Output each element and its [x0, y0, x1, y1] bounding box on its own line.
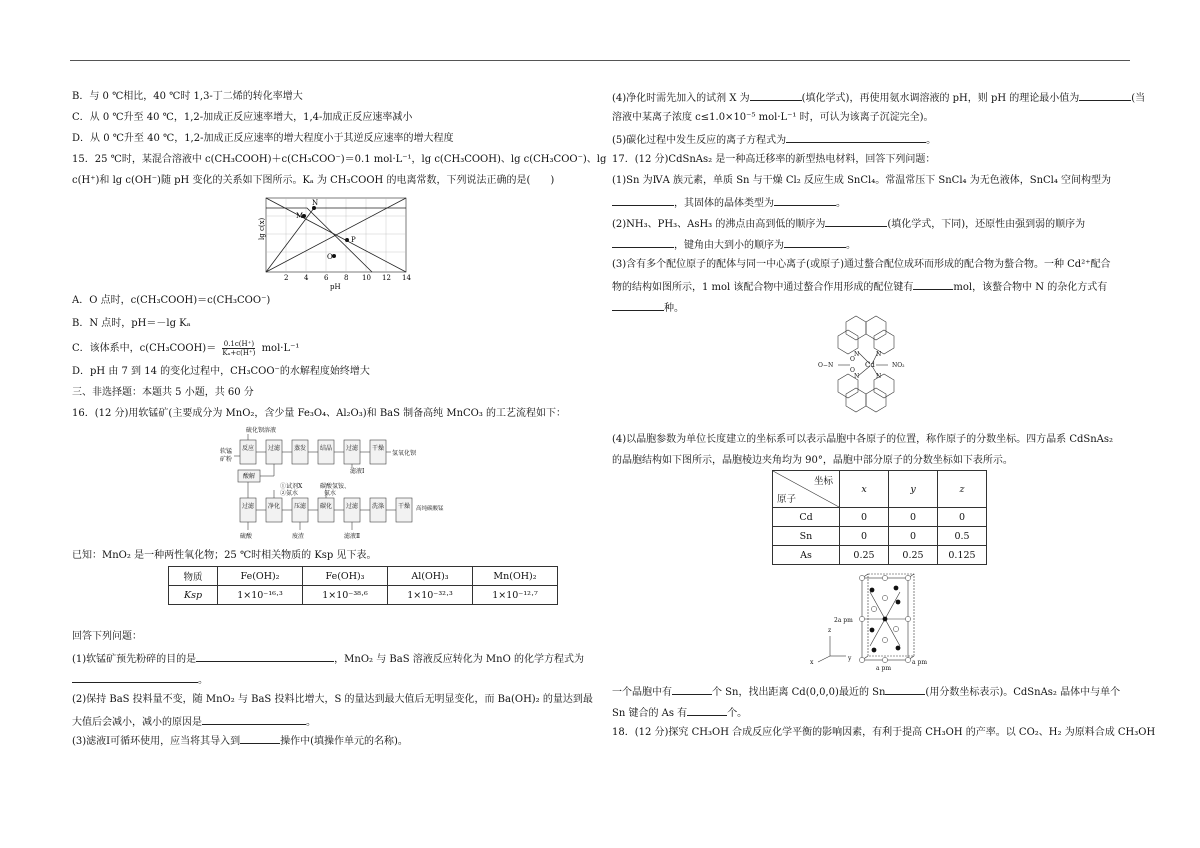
x-tick: 6: [324, 274, 329, 282]
answer-blank[interactable]: [774, 195, 836, 206]
o-bottom: O: [850, 367, 855, 374]
axes-arrows: [818, 636, 846, 662]
fraction: $\frac{0.1c(H^+)}{\text{Kₐ+c(H⁺)}}$: [222, 340, 256, 357]
answer-heading: 回答下列问题：: [72, 631, 142, 642]
flow-out-3: 滤液Ⅱ: [344, 533, 361, 540]
answer-blank[interactable]: [687, 705, 727, 716]
point-p: [345, 238, 349, 242]
option-d-line: D．从 0 ℃升至 40 ℃，1,2-加成正反应速率的增大程度小于其逆反应速率的增大程度: [72, 133, 454, 144]
axis-z: z: [828, 627, 832, 634]
x-tick: 8: [344, 274, 349, 282]
x-tick: 2: [284, 274, 289, 282]
bottom-box-label: 压滤: [294, 503, 307, 510]
process-flowchart: [220, 426, 444, 544]
top-box-label: 反应: [242, 445, 255, 452]
q17-part4-answer-line2: Sn 键合的 As 有 个。: [612, 705, 747, 721]
box-filter1: [266, 440, 282, 464]
answer-blank[interactable]: [612, 300, 664, 311]
sub-question-3: (3)滤液Ⅰ可循环使用，应当将其导入到 操作中(填操作单元的名称)。: [72, 733, 408, 749]
n-atom: N: [854, 351, 860, 358]
acid-box-label: 酸解: [243, 473, 256, 480]
n-atom: N: [876, 351, 882, 358]
ksp-table: 物质 Fe(OH)₂ Fe(OH)₃ Al(OH)₃ Mn(OH)₂ Ksp 1×10⁻¹⁶·³ 1×10⁻³⁸·⁶ 1×10⁻³²·³ 1×10⁻¹²·⁷: [168, 566, 558, 605]
n-atom: N: [854, 373, 860, 380]
o-top: O: [850, 356, 855, 363]
answer-blank[interactable]: [196, 651, 334, 662]
flow-top-input: 硫化钡溶液: [246, 427, 277, 434]
label-a-side: a pm: [912, 659, 928, 666]
answer-blank[interactable]: [240, 733, 280, 744]
box-react: [240, 440, 256, 464]
x-tick: 4: [304, 274, 309, 282]
unit-cell-diagram: [808, 572, 938, 672]
option-c: C．该体系中，c(CH₃COOH)＝ $\frac{0.1c(H^+)}{\text{Kₐ+c(H⁺)}}$ mol·L⁻¹: [72, 340, 300, 357]
label-n: N: [312, 199, 319, 207]
bottom-box-label: 碳化: [320, 503, 333, 510]
answer-blank[interactable]: [1079, 90, 1131, 101]
line-lg-cCH3COOH: [266, 208, 372, 272]
q17-part3-line2: 物的结构如图所示，1 mol 该配合物中通过螯合作用形成的配位键有 mol，该螯合物中 N 的杂化方式有: [612, 279, 1107, 295]
section-3-heading: 三、非选择题：本题共 5 小题，共 60 分: [72, 387, 254, 398]
axis-x: x: [810, 659, 814, 666]
answer-blank[interactable]: [202, 714, 306, 725]
option-c-line: C．从 0 ℃升至 40 ℃，1,2-加成正反应速率增大，1,4-加成正反应速率减小: [72, 112, 413, 123]
flow-left-input-1: 软锰: [220, 448, 233, 455]
top-box-label: 蒸发: [294, 445, 307, 452]
q17-part2-line1: (2)NH₃、PH₃、AsH₃ 的沸点由高到低的顺序为 (填化学式，下同)，还原性由强到弱的顺序为: [612, 216, 1085, 232]
option-b: B．N 点时，pH＝－lg Kₐ: [72, 318, 191, 329]
box-wash: [370, 498, 386, 522]
answer-blank[interactable]: [825, 216, 887, 227]
q17-part3-line3: 种。: [612, 300, 684, 316]
q17-part3-line1: (3)含有多个配位原子的配体与同一中心离子(或原子)通过螯合配位成环而形成的配合物为螯合物。一种 Cd²⁺配合: [612, 259, 1111, 270]
q17-part1-line1: (1)Sn 为ⅣA 族元素，单质 Sn 与干燥 Cl₂ 反应生成 SnCl₄。常温常压下 SnCl₄ 为无色液体，SnCl₄ 空间构型为: [612, 175, 1112, 186]
box-filter4: [344, 498, 360, 522]
bottom-box-label: 洗涤: [372, 503, 385, 510]
diagonal-header-cell: 坐标 原子: [773, 471, 840, 508]
cd-complex-structure: [816, 314, 928, 418]
x-tick: 12: [382, 274, 391, 282]
axis-y: y: [848, 655, 852, 662]
answer-blank[interactable]: [784, 237, 846, 248]
sub-question-1-blank: 。: [72, 672, 208, 688]
flow-product-2: 高纯碳酸锰: [416, 506, 444, 512]
question-17-stem: 17．(12 分)CdSnAs₂ 是一种高迁移率的新型热电材料，回答下列问题：: [612, 154, 936, 165]
y-axis-label: lg c(x): [258, 217, 266, 240]
cd-center: Cd: [865, 361, 875, 369]
flow-out-1: 硫酸: [240, 533, 253, 540]
bottom-box-label: 净化: [268, 503, 281, 510]
flow-reagent-4: 氨水: [324, 490, 337, 497]
box-dry1: [370, 440, 386, 464]
option-d: D．pH 由 7 到 14 的变化过程中，CH₃COO⁻的水解程度始终增大: [72, 366, 370, 377]
sub-question-4-line2: 溶液中某离子浓度 c≤1.0×10⁻⁵ mol·L⁻¹ 时，可认为该离子沉淀完全)。: [612, 112, 934, 123]
known-line: 已知：MnO₂ 是一种两性氧化物；25 ℃时相关物质的 Ksp 见下表。: [72, 550, 377, 561]
bottom-box-label: 过滤: [346, 503, 359, 510]
bottom-box-label: 干燥: [398, 503, 411, 510]
box-press: [292, 498, 308, 522]
question-18-stem: 18．(12 分)探究 CH₃OH 合成反应化学平衡的影响因素，有利于提高 CH₃OH 的产率。以 CO₂、H₂ 为原料合成 CH₃OH: [612, 727, 1156, 738]
top-box-label: 干燥: [372, 445, 385, 452]
n-atom: N: [876, 373, 882, 380]
top-box-label: 过滤: [346, 445, 359, 452]
box-filter3: [240, 498, 256, 522]
question-16-stem: 16．(12 分)用软锰矿(主要成分为 MnO₂，含少量 Fe₃O₄、Al₂O₃)和 BaS 制备高纯 MnCO₃ 的工艺流程如下：: [72, 408, 567, 419]
flow-product-1: 氢氧化钡: [392, 450, 417, 457]
sub-question-2-line1: (2)保持 BaS 投料量不变，随 MnO₂ 与 BaS 投料比增大，S 的量达到最大值后无明显变化，而 Ba(OH)₂ 的量达到最: [72, 694, 593, 705]
q17-part1-line2: ，其固体的晶体类型为 。: [612, 195, 846, 211]
answer-blank[interactable]: [913, 279, 953, 290]
answer-blank[interactable]: [612, 195, 674, 206]
flow-reagent-2: ②氨水: [280, 490, 299, 497]
flow-filtrate-1: 滤液Ⅰ: [350, 468, 365, 475]
q17-part4-line1: (4)以晶胞参数为单位长度建立的坐标系可以表示晶胞中各原子的位置，称作原子的分数坐标。四方晶系 CdSnAs₂: [612, 434, 1114, 445]
header-rule: [70, 60, 1130, 61]
sub-question-4-line1: (4)净化时需先加入的试剂 X 为 (填化学式)，再使用氨水调溶液的 pH，则 pH 的理论最小值为 (当: [612, 90, 1145, 106]
sub-question-2-line2: 大值后会减小，减小的原因是 。: [72, 714, 316, 730]
flow-reagent-3: 碳酸氢铵、: [320, 483, 351, 490]
answer-blank[interactable]: [786, 132, 926, 143]
q17-part4-line2: 的晶胞结构如下图所示，晶胞棱边夹角均为 90°，晶胞中部分原子的分数坐标如下表所示。: [612, 455, 1013, 466]
box-dry2: [396, 498, 412, 522]
label-p: P: [351, 236, 356, 244]
answer-blank[interactable]: [885, 684, 925, 695]
box-filter2: [344, 440, 360, 464]
x-axis-label: pH: [330, 283, 341, 291]
answer-blank[interactable]: [750, 90, 802, 101]
box-carbon: [318, 498, 334, 522]
box-cryst: [318, 440, 334, 464]
x-tick: 10: [362, 274, 371, 282]
top-box-label: 结晶: [320, 445, 333, 452]
option-b-line: B．与 0 ℃相比，40 ℃时 1,3-丁二烯的转化率增大: [72, 91, 303, 102]
flow-arrows: [234, 434, 391, 498]
x-tick: 14: [402, 274, 411, 282]
x-ticks: [284, 274, 411, 282]
line-lg-cCH3COO: [266, 208, 406, 272]
q17-part4-answer-line1: 一个晶胞中有 个 Sn，找出距离 Cd(0,0,0)最近的 Sn (用分数坐标表示)。CdSnAs₂ 晶体中与单个: [612, 684, 1120, 700]
answer-blank[interactable]: [612, 237, 674, 248]
sub-question-1: (1)软锰矿预先粉碎的目的是 ，MnO₂ 与 BaS 溶液反应转化为 MnO 的化学方程式为: [72, 651, 584, 667]
top-box-label: 过滤: [268, 445, 281, 452]
flow-out-2: 废渣: [292, 533, 305, 540]
label-a-bottom: a pm: [876, 665, 892, 672]
label-m: M: [296, 212, 304, 220]
no2-left: O−N: [818, 362, 834, 369]
label-2a: 2a pm: [834, 617, 853, 624]
lgc-ph-chart: [252, 194, 432, 290]
answer-blank[interactable]: [672, 684, 712, 695]
series-lines: [266, 198, 406, 272]
no2-right: NO₂: [892, 362, 905, 369]
box-purify: [266, 498, 282, 522]
label-o: O: [327, 253, 333, 261]
question-15-line1: 15．25 ℃时，某混合溶液中 c(CH₃COOH)＋c(CH₃COO⁻)＝0.1 mol·L⁻¹，lg c(CH₃COOH)、lg c(CH₃COO⁻)、lg: [72, 154, 607, 165]
flow-left-input-2: 矿粉: [220, 456, 233, 463]
bottom-box-label: 过滤: [242, 503, 255, 510]
flow-reagent-1: ①试剂X: [280, 483, 303, 490]
option-a: A．O 点时，c(CH₃COOH)＝c(CH₃COO⁻): [72, 295, 271, 306]
box-evap: [292, 440, 308, 464]
question-15-line2: c(H⁺)和 lg c(OH⁻)随 pH 变化的关系如下图所示。Kₐ 为 CH₃COOH 的电离常数，下列说法正确的是( ): [72, 175, 555, 186]
q17-part2-line2: ，键角由大到小的顺序为 。: [612, 237, 856, 253]
answer-blank[interactable]: [72, 672, 198, 683]
sub-question-5: (5)碳化过程中发生反应的离子方程式为 。: [612, 132, 936, 148]
coordinate-table: 坐标 原子 x y z Cd 0 0 0 Sn 0 0 0.5 As 0.25 0.25 0.125: [772, 470, 987, 565]
